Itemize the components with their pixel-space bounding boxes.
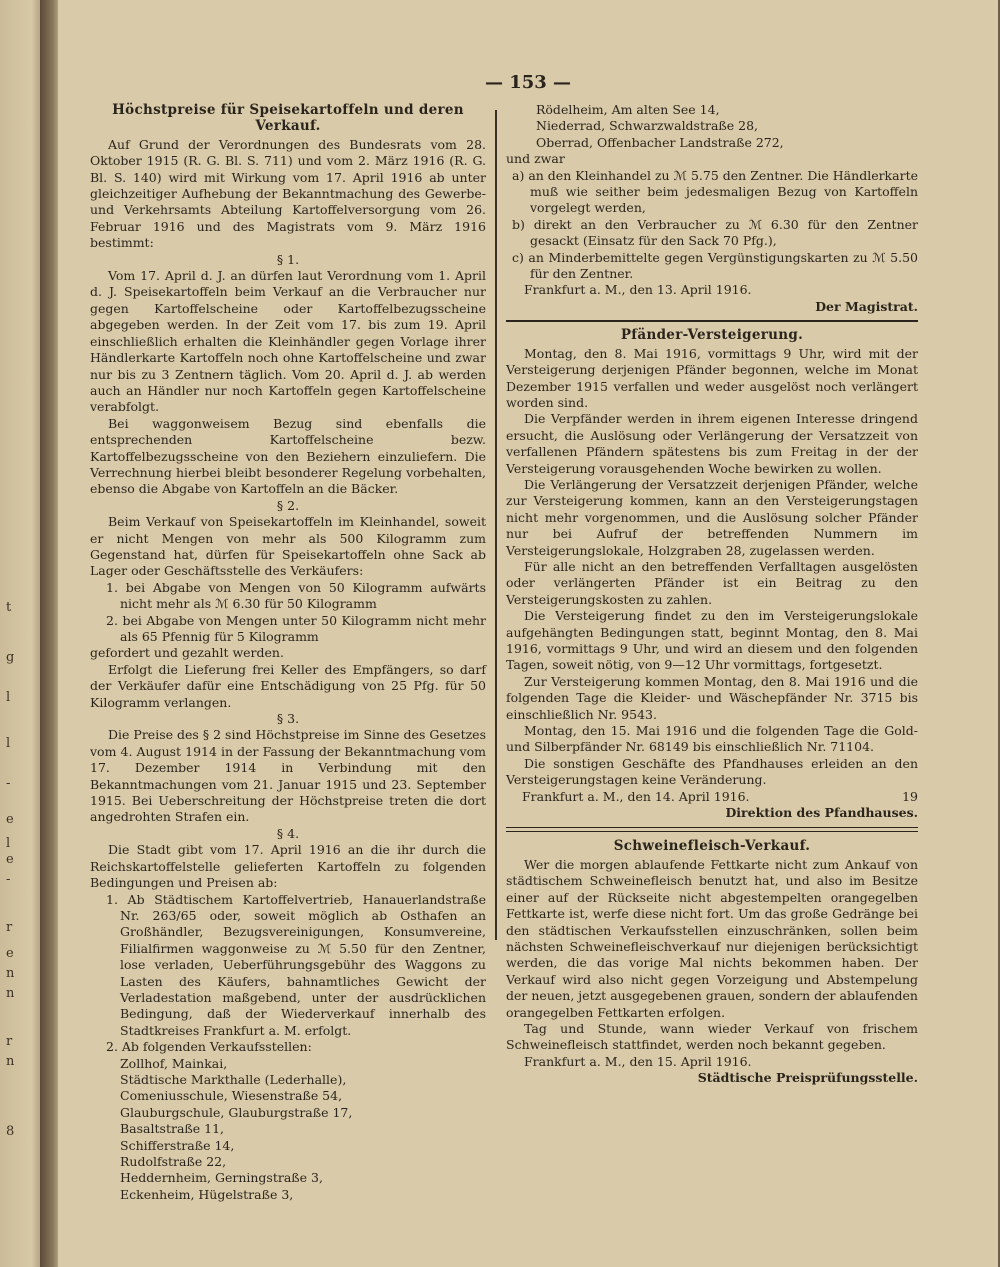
left-fragment: 8 <box>6 1124 15 1139</box>
paragraph: Vom 17. April d. J. an dürfen laut Verordnung vom 1. April d. J. Speisekartoffeln beim Verkauf an die Verbraucher nur gegen Kartoffelscheine oder Kartoffelbezugsscheine abgegeben werden. In der Zeit vom 17. bis zum 19. April einschließlich erhalten die Kleinhändler gegen Vorlage ihrer Händlerkarte Kartoffeln noch ohne Kartoffelscheine und zwar nur bis zu 3 Zentnern täglich. Vom 20. April d. J. ab werden auch an Händler nur noch Kartoffeln gegen Kartoffelscheine verabfolgt. <box>90 268 486 415</box>
paragraph: Tag und Stunde, wann wieder Verkauf von frischem Schweinefleisch stattfindet, werden noch bekannt gegeben. <box>506 1020 918 1053</box>
divider <box>506 320 918 322</box>
signature-price-office: Städtische Preisprüfungsstelle. <box>697 1070 918 1086</box>
column-divider <box>495 110 497 940</box>
section-heading: § 3. <box>276 711 300 727</box>
list-item: Niederrad, Schwarzwaldstraße 28, <box>536 118 759 134</box>
list-item: a) an den Kleinhandel zu ℳ 5.75 den Zentner. Die Händlerkarte muß wie seither beim jedesmaligen Bezug von Kartoffeln vorgelegt werden, <box>512 167 918 216</box>
left-fragment: - <box>6 872 11 887</box>
paragraph: gefordert und gezahlt werden. <box>90 645 284 661</box>
notice-number: 19 <box>902 788 918 804</box>
left-fragment: n <box>6 986 15 1001</box>
list-item: 1. bei Abgabe von Mengen von 50 Kilogramm aufwärts nicht mehr als ℳ 6.30 für 50 Kilogramm <box>106 579 486 612</box>
list-item: Städtische Markthalle (Lederhalle), <box>120 1071 347 1087</box>
left-fragment: r <box>6 1034 13 1049</box>
list-item: Rudolfstraße 22, <box>120 1154 227 1169</box>
paragraph: Zur Versteigerung kommen Montag, den 8. Mai 1916 und die folgenden Tage die Kleider- und Wäschepfänder Nr. 3715 bis einschließlich Nr. 9543. <box>506 673 918 722</box>
paragraph: Die Preise des § 2 sind Höchstpreise im Sinne des Gesetzes vom 4. August 1914 in der Fassung der Bekanntmachung vom 17. Dezember 1914 in Verbindung mit den Bekanntmachungen vom 21. Januar 1915 und 23. September 1915. Bei Ueberschreitung der Höchstpreise treten die dort angedrohten Strafen ein. <box>90 727 486 825</box>
list-item: 2. bei Abgabe von Mengen unter 50 Kilogramm nicht mehr als 65 Pfennig für 5 Kilogramm <box>106 612 486 644</box>
left-fragment: l <box>6 736 11 751</box>
list-item: Oberrad, Offenbacher Landstraße 272, <box>536 134 784 150</box>
list-item: 1. Ab Städtischem Kartoffelvertrieb, Hanauerlandstraße Nr. 263/65 oder, soweit möglich ab Osthafen an Großhändler, Bezugsvereinigungen, Konsumvereine, Filialfirmen waggonweise zu ℳ 5.50 für den Zentner, lose verladen, Ueberführungsgebühr des Waggons zu Lasten des Käufers, bahnamtliches Gewicht der Verladestation maßgebend, unter der ausdrücklichen Bedingung, daß der Wiederverkauf innerhalb des Stadtkreises Frankfurt a. M. erfolgt. <box>106 891 486 1038</box>
left-fragment: t <box>6 600 12 615</box>
paragraph: Erfolgt die Lieferung frei Keller des Empfängers, so darf der Verkäufer dafür eine Entschädigung von 25 Pfg. für 50 Kilogramm verlangen. <box>90 661 486 710</box>
place-list <box>90 1056 486 1204</box>
list-item: Eckenheim, Hügelstraße 3, <box>120 1186 294 1202</box>
list-item: Basaltstraße 11, <box>120 1121 224 1137</box>
left-fragment: g <box>6 650 15 665</box>
place-list <box>506 102 918 151</box>
paragraph: Montag, den 15. Mai 1916 und die folgenden Tage die Gold- und Silberpfänder Nr. 68149 bis einschließlich Nr. 71104. <box>506 723 918 755</box>
left-fragment: l <box>6 690 11 705</box>
left-fragment: n <box>6 1054 15 1069</box>
list-item: Zollhof, Mainkai, <box>120 1055 228 1071</box>
left-fragment: r <box>6 920 13 935</box>
left-fragment: l <box>6 836 11 851</box>
date-line: Frankfurt a. M., den 14. April 1916. <box>522 788 750 804</box>
section-heading: § 4. <box>276 825 300 841</box>
right-column <box>506 102 918 1087</box>
paragraph: Die sonstigen Geschäfte des Pfandhauses erleiden an den Versteigerungstagen keine Veränderung. <box>506 755 918 788</box>
date-line: Frankfurt a. M., den 15. April 1916. <box>524 1053 752 1069</box>
article-title-pawn-auction: Pfänder-Versteigerung. <box>620 327 804 344</box>
date-row <box>506 789 918 805</box>
paragraph: Montag, den 8. Mai 1916, vormittags 9 Uhr, wird mit der Versteigerung derjenigen Pfänder begonnen, welche im Monat Dezember 1915 verfallen und weder ausgelöst noch verlängert worden sind. <box>506 345 918 410</box>
document-page <box>58 0 998 1267</box>
left-fragment: e <box>6 852 14 867</box>
page-number: — 153 — <box>484 72 572 93</box>
paragraph: Die Verlängerung der Versatzzeit derjenigen Pfänder, welche zur Versteigerung kommen, kann an den Versteigerungstagen nicht mehr vorgenommen, und die Auslösung solcher Pfänder nur bei Aufruf der betreffenden Nummern im Versteigerungslokale, Holzgraben 28, zugelassen werden. <box>506 476 918 558</box>
divider <box>506 827 918 832</box>
left-fragment: e <box>6 946 14 961</box>
signature-pawnhouse: Direktion des Pfandhauses. <box>725 805 918 821</box>
list-item: b) direkt an den Verbraucher zu ℳ 6.30 für den Zentner gesackt (Einsatz für den Sack 70 Pfg.), <box>512 216 918 249</box>
section-heading: § 2. <box>276 497 300 513</box>
paragraph: Die Stadt gibt vom 17. April 1916 an die ihr durch die Reichskartoffelstelle gelieferten Kartoffeln zu folgenden Bedingungen und Preisen ab: <box>90 842 486 891</box>
article-title-potato-prices: Höchstpreise für Speisekartoffeln und deren Verkauf. <box>112 102 464 135</box>
list-item: 2. Ab folgenden Verkaufsstellen: <box>106 1039 312 1055</box>
left-column <box>90 102 486 1203</box>
left-fragment: - <box>6 776 11 791</box>
paragraph: Wer die morgen ablaufende Fettkarte nicht zum Ankauf von städtischem Schweinefleisch benutzt hat, und also im Besitze einer auf der Rückseite nicht abgestempelten orangegelben Fettkarte ist, werfe diese nicht fort. Um das große Gedränge bei den städtischen Verkaufsstellen einzuschränken, sollen beim nächsten Schweinefleischverkauf nur diejenigen berücksichtigt werden, die das vorige Mal nichts bekommen haben. Der Verkauf wird also nicht gegen Vorzeigung und Abstempelung der neuen, jetzt ausgegebenen grauen, sondern der ablaufenden orangegelben Fettkarten erfolgen. <box>506 856 918 1020</box>
list-item: Rödelheim, Am alten See 14, <box>536 102 720 117</box>
paragraph: und zwar <box>506 151 565 167</box>
list-item: Heddernheim, Gerningstraße 3, <box>120 1170 323 1186</box>
left-fragment: n <box>6 966 15 981</box>
paragraph: Beim Verkauf von Speisekartoffeln im Kleinhandel, soweit er nicht Mengen von mehr als 500 Kilogramm zum Gegenstand hat, dürfen für Speisekartoffeln ohne Sack ab Lager oder Geschäftsstelle des Verkäufers: <box>90 514 486 579</box>
paragraph: Bei waggonweisem Bezug sind ebenfalls die entsprechenden Kartoffelscheine bezw. Kartoffelbezugsscheine von den Beziehern einzuliefern. Die Verrechnung hierbei bleibt besonderer Regelung vorbehalten, ebenso die Abgabe von Kartoffeln an die Bäcker. <box>90 415 486 497</box>
list-item: Schifferstraße 14, <box>120 1137 235 1153</box>
paragraph: Für alle nicht an den betreffenden Verfalltagen ausgelösten oder verlängerten Pfänder ist ein Beitrag zu den Versteigerungskosten zu zahlen. <box>506 558 918 607</box>
list-item: Comeniusschule, Wiesenstraße 54, <box>120 1088 343 1104</box>
article-title-pork-sale: Schweinefleisch-Verkauf. <box>613 838 811 855</box>
paragraph: Die Versteigerung findet zu den im Versteigerungslokale aufgehängten Bedingungen statt, beginnt Montag, den 8. Mai 1916, vormittags 9 Uhr, und wird an diesem und den folgenden Tagen, soweit nötig, von 9—12 Uhr vormittags, fortgesetzt. <box>506 608 918 673</box>
date-line: Frankfurt a. M., den 13. April 1916. <box>524 282 752 298</box>
list-item: Glauburgschule, Glauburgstraße 17, <box>120 1104 353 1120</box>
paragraph: Auf Grund der Verordnungen des Bundesrats vom 28. Oktober 1915 (R. G. Bl. S. 711) und vom 2. März 1916 (R. G. Bl. S. 140) wird mit Wirkung vom 17. April 1916 ab unter gleichzeitiger Aufhebung der Bekanntmachung des Gewerbe- und Verkehrsamts Abteilung Kartoffelversorgung vom 26. Februar 1916 und des Magistrats vom 9. März 1916 bestimmt: <box>90 136 486 251</box>
signature-magistrat: Der Magistrat. <box>815 298 918 314</box>
section-heading: § 1. <box>276 251 300 267</box>
left-fragment: e <box>6 812 14 827</box>
paragraph: Die Verpfänder werden in ihrem eigenen Interesse dringend ersucht, die Auslösung oder Verlängerung der Versatzzeit von verfallenen Pfändern spätestens bis zum Freitag in der der Versteigerung vorausgehenden Woche bewirken zu wollen. <box>506 411 918 476</box>
list-item: c) an Minderbemittelte gegen Vergünstigungskarten zu ℳ 5.50 für den Zentner. <box>512 249 918 282</box>
